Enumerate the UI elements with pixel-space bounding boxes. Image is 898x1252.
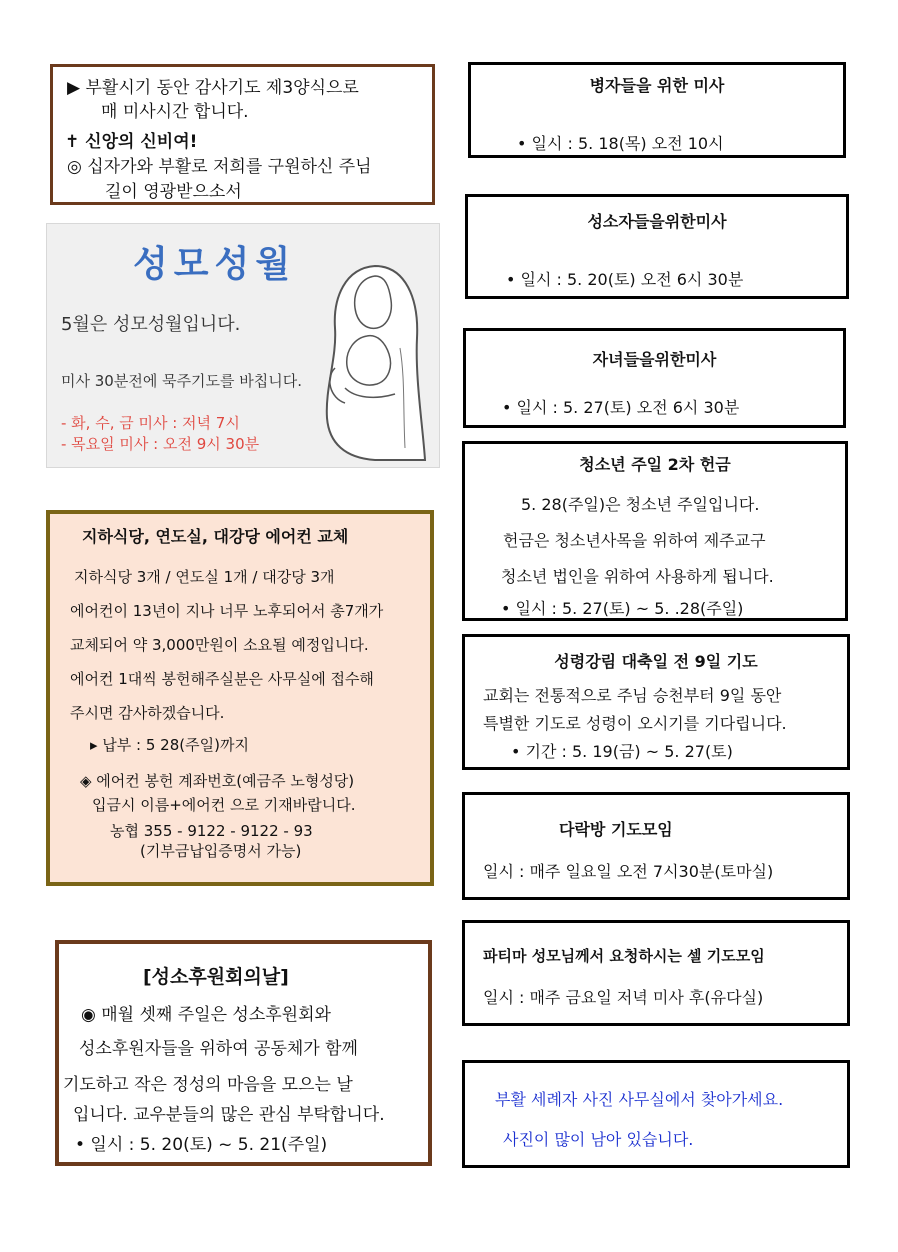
donor-line-4: 입니다. 교우분들의 많은 관심 부탁합니다. <box>73 1105 385 1125</box>
aircon-line-8: 입금시 이름+에어컨 으로 기재바랍니다. <box>92 796 356 814</box>
aircon-line-6: ▸ 납부 : 5 28(주일)까지 <box>90 736 249 754</box>
daraksbang-line-1: 일시 : 매주 일요일 오전 7시30분(토마실) <box>483 862 774 881</box>
youth-sunday-box <box>462 441 848 621</box>
aircon-line-7: ◈ 에어컨 봉헌 계좌번호(예금주 노형성당) <box>80 772 355 790</box>
baptism-photos-line-2: 사진이 많이 남아 있습니다. <box>503 1130 694 1149</box>
youth-line-4: • 일시 : 5. 27(토) ~ 5. .28(주일) <box>501 599 744 618</box>
youth-line-3: 청소년 법인을 위하여 사용하게 됩니다. <box>501 567 774 586</box>
children-mass-date: • 일시 : 5. 27(토) 오전 6시 30분 <box>502 398 740 417</box>
pentecost-line-2: 특별한 기도로 성령이 오시기를 기다립니다. <box>483 714 787 733</box>
easter-line-2: 매 미사시간 합니다. <box>101 102 249 122</box>
baptism-photos-line-1: 부활 세례자 사진 사무실에서 찾아가세요. <box>495 1090 784 1109</box>
pentecost-title: 성령강림 대축일 전 9일 기도 <box>554 652 758 671</box>
vocation-mass-box <box>465 194 849 299</box>
easter-notice-box <box>50 64 435 205</box>
donor-title: [성소후원회의날] <box>143 966 289 988</box>
fatima-line-1: 일시 : 매주 금요일 저녁 미사 후(유다실) <box>483 988 764 1007</box>
vocation-mass-title: 성소자들을위한미사 <box>587 212 727 231</box>
donor-line-3: 기도하고 작은 정성의 마음을 모으는 날 <box>63 1075 353 1095</box>
mary-month-title: 성모성월 <box>133 244 297 285</box>
mary-month-card <box>46 223 440 468</box>
mary-month-line-2: 미사 30분전에 묵주기도를 바칩니다. <box>61 372 303 390</box>
vocation-donor-day-box <box>55 940 432 1166</box>
pentecost-line-1: 교회는 전통적으로 주님 승천부터 9일 동안 <box>483 686 782 705</box>
aircon-line-1: 지하식당 3개 / 연도실 1개 / 대강당 3개 <box>74 568 335 586</box>
youth-line-1: 5. 28(주일)은 청소년 주일입니다. <box>521 495 760 514</box>
youth-line-2: 헌금은 청소년사목을 위하여 제주교구 <box>503 531 766 550</box>
fatima-prayer-box <box>462 920 850 1026</box>
aircon-line-3: 교체되어 약 3,000만원이 소요될 예정입니다. <box>70 636 369 654</box>
easter-line-4: ◎ 십자가와 부활로 저희를 구원하신 주님 <box>67 157 372 177</box>
mary-month-red-1: - 화, 수, 금 미사 : 저녁 7시 <box>61 414 240 432</box>
virgin-mary-icon <box>305 258 435 463</box>
easter-line-3: ✝ 신앙의 신비여! <box>65 132 198 152</box>
fatima-title: 파티마 성모님께서 요청하시는 셀 기도모임 <box>483 947 765 965</box>
donor-line-2: 성소후원자들을 위하여 공동체가 함께 <box>79 1039 358 1059</box>
vocation-mass-date: • 일시 : 5. 20(토) 오전 6시 30분 <box>506 270 744 289</box>
aircon-line-9: 농협 355 - 9122 - 9122 - 93 <box>110 822 313 840</box>
aircon-line-10: (기부금납입증명서 가능) <box>140 842 302 860</box>
children-mass-box <box>463 328 846 428</box>
easter-line-1: ▶ 부활시기 동안 감사기도 제3양식으로 <box>67 78 359 98</box>
sick-mass-title: 병자들을 위한 미사 <box>589 76 725 95</box>
aircon-line-2: 에어컨이 13년이 지나 너무 노후되어서 총7개가 <box>70 602 384 620</box>
sick-mass-date: • 일시 : 5. 18(목) 오전 10시 <box>517 134 724 153</box>
donor-line-5: • 일시 : 5. 20(토) ~ 5. 21(주일) <box>75 1135 328 1155</box>
mary-month-line-1: 5월은 성모성월입니다. <box>61 314 241 335</box>
youth-title: 청소년 주일 2차 헌금 <box>579 455 731 474</box>
sick-mass-box <box>468 62 846 158</box>
pentecost-line-3: • 기간 : 5. 19(금) ~ 5. 27(토) <box>511 742 733 761</box>
aircon-line-5: 주시면 감사하겠습니다. <box>70 704 225 722</box>
aircon-replacement-box <box>46 510 434 886</box>
easter-line-5: 길이 영광받으소서 <box>105 182 242 202</box>
daraksbang-title: 다락방 기도모임 <box>559 820 673 839</box>
aircon-title: 지하식당, 연도실, 대강당 에어컨 교체 <box>82 527 349 546</box>
daraksbang-prayer-box <box>462 792 850 900</box>
baptism-photos-box <box>462 1060 850 1168</box>
mary-month-red-2: - 목요일 미사 : 오전 9시 30분 <box>61 435 260 453</box>
donor-line-1: ◉ 매월 셋째 주일은 성소후원회와 <box>81 1005 331 1025</box>
children-mass-title: 자녀들을위한미사 <box>592 350 717 369</box>
pentecost-novena-box <box>462 634 850 770</box>
aircon-line-4: 에어컨 1대씩 봉헌해주실분은 사무실에 접수해 <box>70 670 374 688</box>
